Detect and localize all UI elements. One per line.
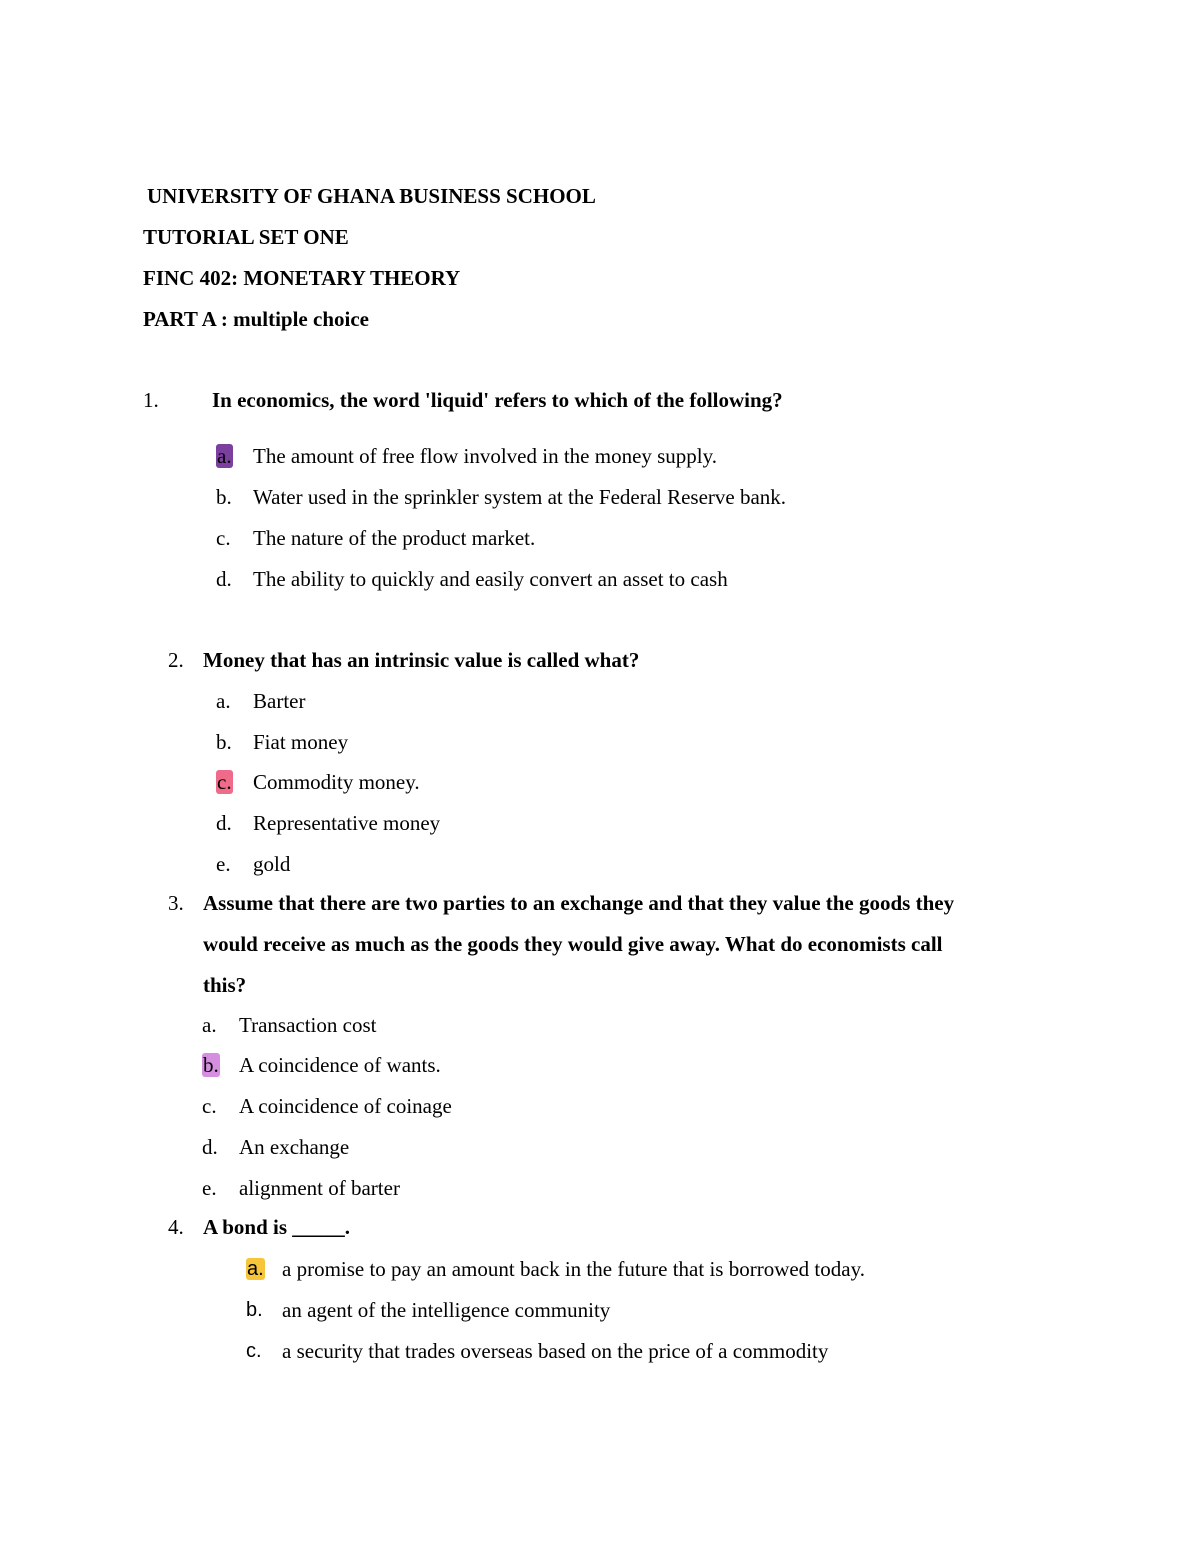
option-text: an agent of the intelligence community [282,1298,611,1322]
question-text-line: this? [203,973,247,997]
answer-highlight: c. [217,770,232,794]
option-letter: d. [202,1135,218,1159]
question-number: 4. [168,1215,184,1239]
option-letter: a. [202,1013,217,1037]
answer-highlight: b. [203,1053,219,1077]
option-letter: b. [246,1299,263,1321]
option-text: Transaction cost [239,1013,377,1037]
option-letter: b. [216,730,232,754]
course-title: FINC 402: MONETARY THEORY [143,266,461,290]
option-text: gold [253,852,291,876]
option-letter: c. [202,1094,217,1118]
option-text: a promise to pay an amount back in the future that is borrowed today. [282,1257,865,1281]
option-letter [246,1256,265,1282]
option-text: A coincidence of coinage [239,1094,452,1118]
part-heading: PART A : multiple choice [143,307,369,331]
question-text-line: would receive as much as the goods they would give away. What do economists call [203,932,943,956]
option-letter: b. [216,485,232,509]
question-number: 3. [168,891,184,915]
option-text: Water used in the sprinkler system at the Federal Reserve bank. [253,485,787,509]
option-text: A coincidence of wants. [239,1053,441,1077]
option-text: Barter [253,689,306,713]
school-name: UNIVERSITY OF GHANA BUSINESS SCHOOL [147,184,596,208]
answer-highlight: a. [247,1258,264,1280]
option-text: Representative money [253,811,441,835]
option-text: Fiat money [253,730,349,754]
option-letter [216,443,233,469]
question-text-line: Assume that there are two parties to an exchange and that they value the goods they [203,891,955,915]
question-text: In economics, the word 'liquid' refers to which of the following? [212,388,783,412]
tutorial-set: TUTORIAL SET ONE [143,225,349,249]
answer-highlight: a. [217,444,232,468]
option-letter [216,769,233,795]
option-letter: e. [202,1176,217,1200]
option-text: The ability to quickly and easily convert an asset to cash [253,567,728,591]
option-text: The amount of free flow involved in the money supply. [253,444,718,468]
option-letter: c. [216,526,231,550]
option-letter [202,1052,220,1078]
question-text: Money that has an intrinsic value is called what? [203,648,640,672]
question-number: 1. [143,388,159,412]
option-letter: d. [216,567,232,591]
option-text: Commodity money. [253,770,420,794]
question-number: 2. [168,648,184,672]
option-text: alignment of barter [239,1176,400,1200]
question-text: A bond is _____. [203,1215,351,1239]
option-letter: d. [216,811,232,835]
option-text: a security that trades overseas based on the price of a commodity [282,1339,829,1363]
option-letter: a. [216,689,231,713]
option-letter: e. [216,852,231,876]
option-letter: c. [246,1340,262,1362]
option-text: The nature of the product market. [253,526,536,550]
option-text: An exchange [239,1135,350,1159]
